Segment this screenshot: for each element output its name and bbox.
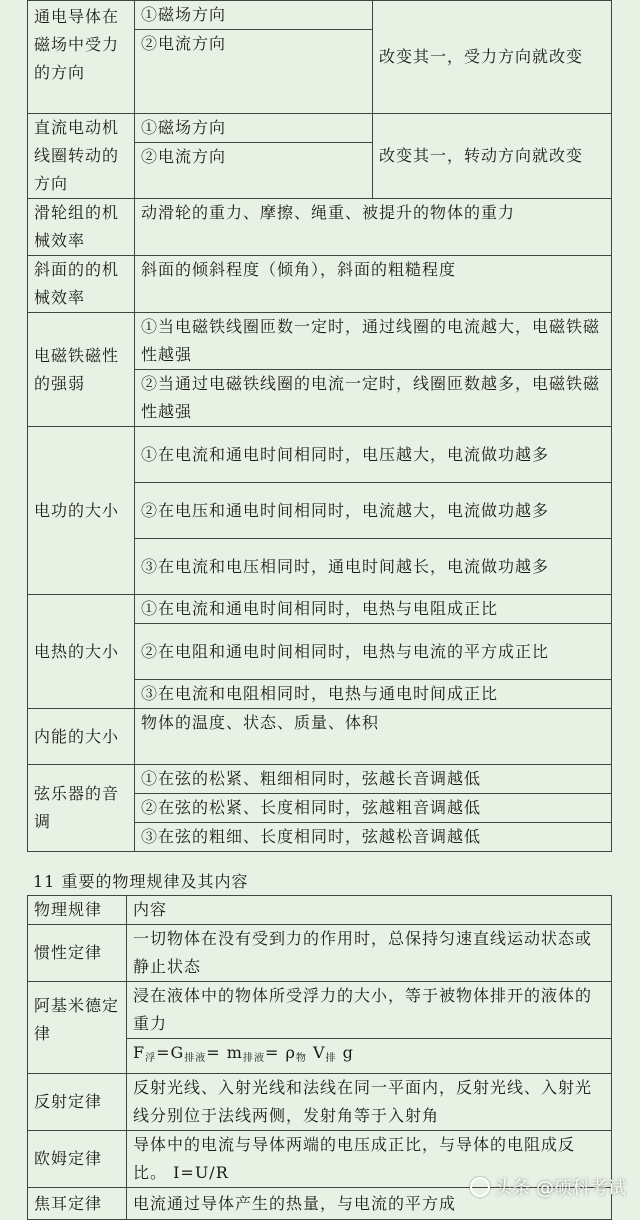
section-title: 11 重要的物理规律及其内容 [33, 872, 249, 891]
law-content: 一切物体在没有受到力的作用时，总保持匀速直线运动状态或静止状态 [127, 925, 612, 982]
factor-item: 斜面的倾斜程度（倾角），斜面的粗糙程度 [135, 256, 612, 313]
factor-name: 弦乐器的音调 [28, 765, 135, 852]
factor-note: 改变其一，转动方向就改变 [373, 114, 612, 199]
factor-item: ①磁场方向 [135, 114, 373, 143]
law-content: 浸在液体中的物体所受浮力的大小，等于被物体排开的液体的重力 [127, 982, 612, 1039]
factor-name: 通电导体在磁场中受力的方向 [28, 1, 135, 114]
factor-note: 改变其一，受力方向就改变 [373, 1, 612, 114]
law-content: 反射光线、入射光线和法线在同一平面内，反射光线、入射光线分别位于法线两侧，发射角等于入射角 [127, 1074, 612, 1131]
factor-item: ②在电压和通电时间相同时，电流越大，电流做功越多 [135, 483, 612, 539]
factor-item: ②在电阻和通电时间相同时，电热与电流的平方成正比 [135, 624, 612, 680]
factor-item: 物体的温度、状态、质量、体积 [135, 709, 612, 765]
factor-item: ②当通过电磁铁线圈的电流一定时，线圈匝数越多，电磁铁磁性越强 [135, 370, 612, 427]
factor-item: ①在电流和通电时间相同时，电热与电阻成正比 [135, 595, 612, 624]
law-content: 导体中的电流与导体两端的电压成正比，与导体的电阻成反比。 I=U/R [127, 1131, 612, 1188]
factor-item: ①当电磁铁线圈匝数一定时，通过线圈的电流越大，电磁铁磁性越强 [135, 313, 612, 370]
watermark-text: 头条 @硕科考试 [494, 1178, 626, 1199]
factor-name: 电磁铁磁性的强弱 [28, 313, 135, 427]
factor-name: 电热的大小 [28, 595, 135, 709]
factor-item: ③在电流和电压相同时，通电时间越长，电流做功越多 [135, 539, 612, 595]
watermark [470, 1174, 626, 1200]
factor-item: ②电流方向 [135, 143, 373, 199]
buoyancy-formula: $F_浮=G_{排液}= m_{排液}= \rho_物$ $V_排$ g [127, 1039, 612, 1074]
factor-item: ②电流方向 [135, 30, 373, 114]
factor-item: ③在弦的粗细、长度相同时，弦越松音调越低 [135, 823, 612, 852]
law-content: 电流通过导体产生的热量，与电流的平方成 [127, 1188, 612, 1220]
factor-name: 滑轮组的机械效率 [28, 199, 135, 256]
factors-table [27, 0, 612, 852]
camera-icon [470, 1177, 490, 1197]
law-name: 欧姆定律 [28, 1131, 127, 1188]
factor-item: ①在弦的松紧、粗细相同时，弦越长音调越低 [135, 765, 612, 794]
factor-item: 动滑轮的重力、摩擦、绳重、被提升的物体的重力 [135, 199, 612, 256]
factor-item: ②在弦的松紧、长度相同时，弦越粗音调越低 [135, 794, 612, 823]
header-cell: 物理规律 [28, 896, 127, 925]
law-name: 惯性定律 [28, 925, 127, 982]
factor-item: ①在电流和通电时间相同时，电压越大，电流做功越多 [135, 427, 612, 483]
factor-name: 斜面的的机械效率 [28, 256, 135, 313]
factor-item: ①磁场方向 [135, 1, 373, 30]
header-cell: 内容 [127, 896, 612, 925]
law-name: 反射定律 [28, 1074, 127, 1131]
factor-name: 内能的大小 [28, 709, 135, 765]
factor-name: 电功的大小 [28, 427, 135, 595]
law-name: 焦耳定律 [28, 1188, 127, 1220]
factor-item: ③在电流和电阻相同时，电热与通电时间成正比 [135, 680, 612, 709]
factor-name: 直流电动机线圈转动的方向 [28, 114, 135, 199]
laws-table [27, 895, 612, 1220]
law-name: 阿基米德定律 [28, 982, 127, 1074]
